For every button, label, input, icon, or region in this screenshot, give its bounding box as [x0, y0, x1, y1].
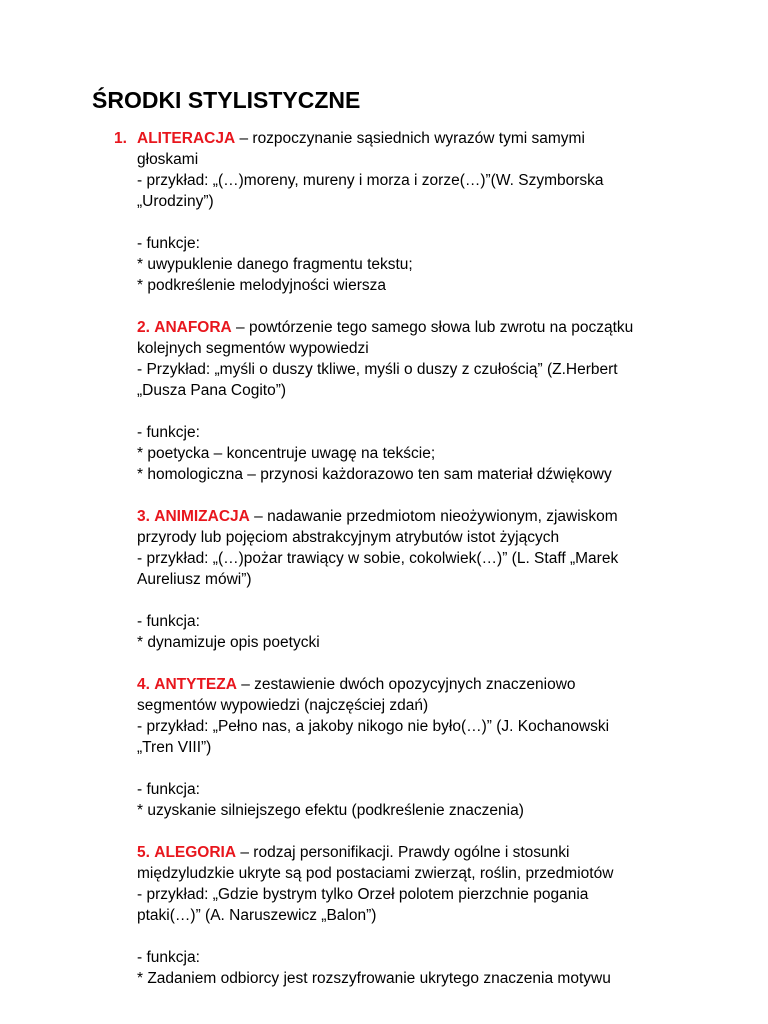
function-item: * homologiczna – przynosi każdorazowo ten sam materiał dźwiękowy — [137, 466, 612, 483]
example-text: „Tren VIII”) — [137, 739, 212, 756]
definition-text: – rodzaj personifikacji. Prawdy ogólne i stosunki — [236, 844, 570, 861]
function-item: * Zadaniem odbiorcy jest rozszyfrowanie ukrytego znaczenia motywu — [137, 970, 611, 987]
spacer — [137, 926, 697, 947]
example-text: „Urodziny”) — [137, 193, 214, 210]
definition-text: – rozpoczynanie sąsiednich wyrazów tymi samymi — [235, 130, 585, 147]
definition-text: – zestawienie dwóch opozycyjnych znaczeniowo — [236, 676, 576, 693]
section-term: ALEGORIA — [154, 844, 237, 861]
section-number: 3. — [137, 508, 150, 525]
example-text: Aureliusz mówi”) — [137, 571, 252, 588]
definition-text: kolejnych segmentów wypowiedzi — [137, 340, 369, 357]
spacer — [137, 212, 697, 233]
example-text: - przykład: „Pełno nas, a jakoby nikogo nie było(…)” (J. Kochanowski — [137, 718, 610, 735]
definition-text: – nadawanie przedmiotom nieożywionym, zjawiskom — [249, 508, 618, 525]
function-item: * uzyskanie silniejszego efektu (podkreślenie znaczenia) — [137, 802, 524, 819]
section-heading-line — [137, 842, 697, 863]
example-text: „Dusza Pana Cogito”) — [137, 382, 287, 399]
function-item: * dynamizuje opis poetycki — [137, 634, 320, 651]
functions-label: - funkcje: — [137, 424, 200, 441]
section-heading-line — [114, 128, 697, 149]
definition-text: głoskami — [137, 151, 199, 168]
stylistic-devices-list — [114, 128, 697, 1010]
section-term: ANIMIZACJA — [154, 508, 250, 525]
function-item: * podkreślenie melodyjności wiersza — [137, 277, 386, 294]
functions-label: - funkcja: — [137, 613, 200, 630]
example-text: ptaki(…)” (A. Naruszewicz „Balon”) — [137, 907, 377, 924]
spacer — [137, 758, 697, 779]
spacer — [137, 590, 697, 611]
section-heading-line — [137, 317, 697, 338]
spacer — [137, 401, 697, 422]
section-term: ANTYTEZA — [154, 676, 237, 693]
document-title: ŚRODKI STYLISTYCZNE — [92, 87, 361, 113]
section-number: 1. — [114, 130, 127, 147]
definition-text: segmentów wypowiedzi (najczęściej zdań) — [137, 697, 429, 714]
example-text: - Przykład: „myśli o duszy tkliwe, myśli o duszy z czułością” (Z.Herbert — [137, 361, 618, 378]
section-term: ANAFORA — [154, 319, 232, 336]
definition-text: – powtórzenie tego samego słowa lub zwrotu na początku — [231, 319, 634, 336]
section-heading-line — [137, 506, 697, 527]
section-animizacja — [137, 506, 697, 653]
functions-label: - funkcje: — [137, 235, 200, 252]
section-number: 2. — [137, 319, 150, 336]
functions-label: - funkcja: — [137, 781, 200, 798]
section-antyteza — [137, 674, 697, 821]
section-aliteracja — [114, 128, 697, 296]
section-term: ALITERACJA — [137, 130, 236, 147]
function-item: * poetycka – koncentruje uwagę na tekście; — [137, 445, 436, 462]
section-alegoria — [137, 842, 697, 989]
section-number: 4. — [137, 676, 150, 693]
definition-text: międzyludzkie ukryte są pod postaciami zwierząt, roślin, przedmiotów — [137, 865, 614, 882]
definition-text: przyrody lub pojęciom abstrakcyjnym atrybutów istot żyjących — [137, 529, 560, 546]
functions-label: - funkcja: — [137, 949, 200, 966]
section-anafora — [137, 317, 697, 485]
example-text: - przykład: „Gdzie bystrym tylko Orzeł polotem pierzchnie pogania — [137, 886, 589, 903]
section-heading-line — [137, 674, 697, 695]
section-number: 5. — [137, 844, 150, 861]
function-item: * uwypuklenie danego fragmentu tekstu; — [137, 256, 413, 273]
example-text: - przykład: „(…)moreny, mureny i morza i zorze(…)”(W. Szymborska — [137, 172, 604, 189]
example-text: - przykład: „(…)pożar trawiący w sobie, cokolwiek(…)” (L. Staff „Marek — [137, 550, 619, 567]
